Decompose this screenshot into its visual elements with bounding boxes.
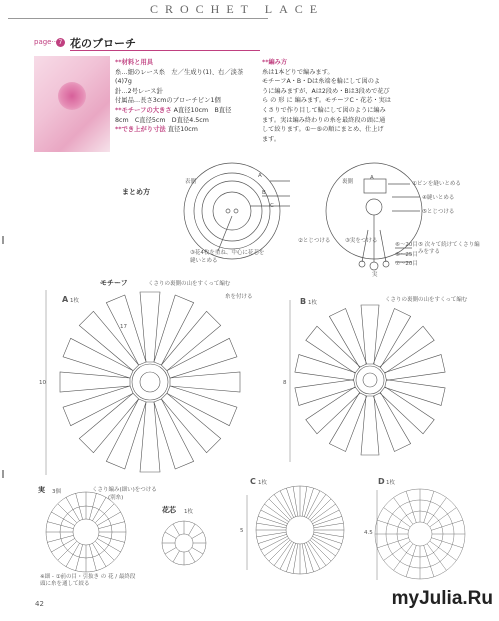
materials-line: 付属品…長さ3cmのブローチピン1個 [115,97,221,105]
instructions-line: ます。実は編み終わりの糸を最終段の頭に通 [262,116,386,124]
motif-b-petal [306,326,360,373]
assembly-note-sew: ④縫いとめる [422,195,455,201]
instructions-line: くさりで作り目して輪にして図のように編み [262,106,386,114]
motif-a-row-label: 17 [120,324,127,330]
watermark-logo: myJulia.Ru [391,588,493,609]
motif-a-petal [106,399,146,469]
berry-count: 3個 [52,489,61,495]
motif-a-petal [167,386,237,426]
finish-heading: **でき上がり寸法 [115,126,166,134]
stamen-spoke [165,532,176,539]
motif-b-note: くさりの裏側の山をすくって編む [385,297,468,303]
size-heading: **モチーフの大きさ [115,106,172,114]
assembly-note-pin: ①ピンを縫いとめる [412,181,461,187]
berry-note2: (別糸) [108,495,124,501]
motif-a-note2: 糸を付ける [225,294,253,300]
berry-spoke [95,541,114,560]
size-line1: A直径10cm B直径 [173,106,232,114]
motif-b-label: B [300,297,307,306]
assembly-back-label-a: A [370,175,374,181]
materials-line: 糸…細のレース糸 左／生成り(1)、右／淡茶 [115,68,244,76]
assembly-front-circle-a [184,163,280,259]
size-line2: 8cm C直径5cm D直径4.5cm [115,116,209,124]
assembly-note-join: ⑤とじつける [422,209,455,215]
motif-a-petal [161,393,220,452]
assembly-back-label: 裏側 [342,179,354,185]
motif-d-spoke [424,545,434,576]
materials-line: 針…2号レース針 [115,87,163,95]
motif-a-petal [63,386,133,426]
instructions-line: ら の 形 に 編みます。モチーフC・花芯・実は [262,97,391,105]
motif-a-count: 1枚 [70,298,79,304]
stamen-count: 1枚 [184,509,193,515]
assembly-side-note: ⑤ 次々て続けてくさり編みをする [418,242,480,255]
assembly-note-stamen: ③花4枚を重ね、中心に花芯を縫いとめる [190,250,265,264]
assembly-front-center [226,209,230,213]
stamen-spoke [189,551,196,562]
assembly-label-c: C [270,203,274,209]
berry-spoke [95,504,114,523]
motif-a-dimension: 10 [39,380,46,386]
motif-label: モチーフ [100,279,128,287]
motif-b-petal [361,396,379,455]
motif-a-petal [161,311,220,370]
motif-c-label: C [250,477,256,486]
assembly-front-center [234,209,238,213]
assembly-label-a: A [258,173,262,179]
motif-b-dimension: 8 [283,380,287,386]
instructions-line: モチーフA・B・Dは糸端を輪にして図のよ [262,78,381,86]
assembly-front-circle-d [213,192,251,230]
berry-note: くさり編み(細い)をつける [92,487,157,493]
assembly-back-center [366,199,382,215]
motif-b-petal [329,393,366,452]
motif-a-label: A [62,295,69,304]
finish-value: 直径10cm [167,126,198,134]
assembly-note-20b: ⑦～20目 [395,261,418,267]
instructions-line: ます。 [262,135,281,143]
motif-a-note: くさりの裏側の山をすくって編む [148,281,231,287]
page-tag: page·· 7 [34,38,65,47]
assembly-note-berry-label: 実 [372,272,378,278]
instructions-line: うに編みますが、Aは2段め・Bは3段めで花び [262,87,390,95]
berry-diagram [46,492,126,572]
motif-d-spoke [424,491,434,522]
motif-d-diagram [375,489,465,579]
stamen-spoke [173,524,180,535]
motif-d-spoke [377,538,408,548]
motif-a-petal [154,399,194,469]
motif-b-petal [380,326,434,373]
stamen-label: 花芯 [162,506,176,514]
assembly-note-berry: ③実をつける [345,238,378,244]
instructions-heading: **編み方 [262,59,288,66]
berry-spoke [58,504,77,523]
motif-d-label: D [378,477,385,486]
motif-d-spoke [406,545,416,576]
stamen-spoke [189,524,196,535]
motif-a-petal [167,338,237,378]
motif-b-petal [361,305,379,364]
stamen-spoke [173,551,180,562]
berry-label: 実 [38,486,45,494]
motif-a-diagram [60,292,240,472]
page-tag-label: page [34,38,52,46]
motif-a-petal [63,338,133,378]
motif-c-count: 1枚 [258,480,267,486]
motif-d-count: 1枚 [386,480,395,486]
motif-d-spoke [431,538,462,548]
instructions-line: 糸は1本どりで編みます。 [262,68,334,76]
magazine-header: CROCHET LACE [150,2,325,16]
motif-a-petal [154,295,194,365]
motif-b-diagram [295,305,445,455]
assembly-back-pin [364,179,386,193]
motif-c-dimension: 5 [240,528,244,534]
assembly-front-circle-c [202,181,262,241]
berry-spoke [58,541,77,560]
stamen-spoke [165,548,176,555]
assembly-label: まとめ方 [122,188,150,196]
motif-a-petal [79,393,138,452]
motif-d-spoke [406,491,416,522]
materials-line: (4)7g [115,78,132,86]
motif-b-petal [373,393,410,452]
motif-b-petal [329,309,366,368]
motif-d-spoke [431,520,462,530]
assembly-note-join2: ②とじつける [298,238,331,244]
page-number: 42 [35,600,44,608]
motif-d-spoke [377,520,408,530]
page-tag-number: 7 [56,38,65,47]
assembly-note-25: ⑤～25目 [395,252,418,258]
assembly-label-b: B [262,190,266,196]
stamen-diagram [162,521,206,565]
motif-a-petal [79,311,138,370]
instructions-line: して絞ります。①～⑤の順にまとめ、仕上げ [262,126,384,134]
assembly-front-label: 表側 [185,179,197,185]
project-title: 花のブローチ [70,37,136,50]
assembly-front-circle-b [194,173,270,249]
materials-heading: **材料と用具 [115,59,154,66]
motif-b-petal [380,387,434,434]
stamen-spoke [192,548,203,555]
motif-b-petal [373,309,410,368]
motif-b-count: 1枚 [308,300,317,306]
berry-legend: ※細 - ①前の目・引抜き の 花 / 最終段頭に糸を通して絞る [40,574,136,587]
stamen-spoke [192,532,203,539]
motif-a-petal [106,295,146,365]
assembly-note-20a: ⑥～20目 [395,242,418,248]
motif-c-diagram [256,486,344,574]
motif-b-petal [306,387,360,434]
motif-d-dimension: 4.5 [364,530,373,536]
